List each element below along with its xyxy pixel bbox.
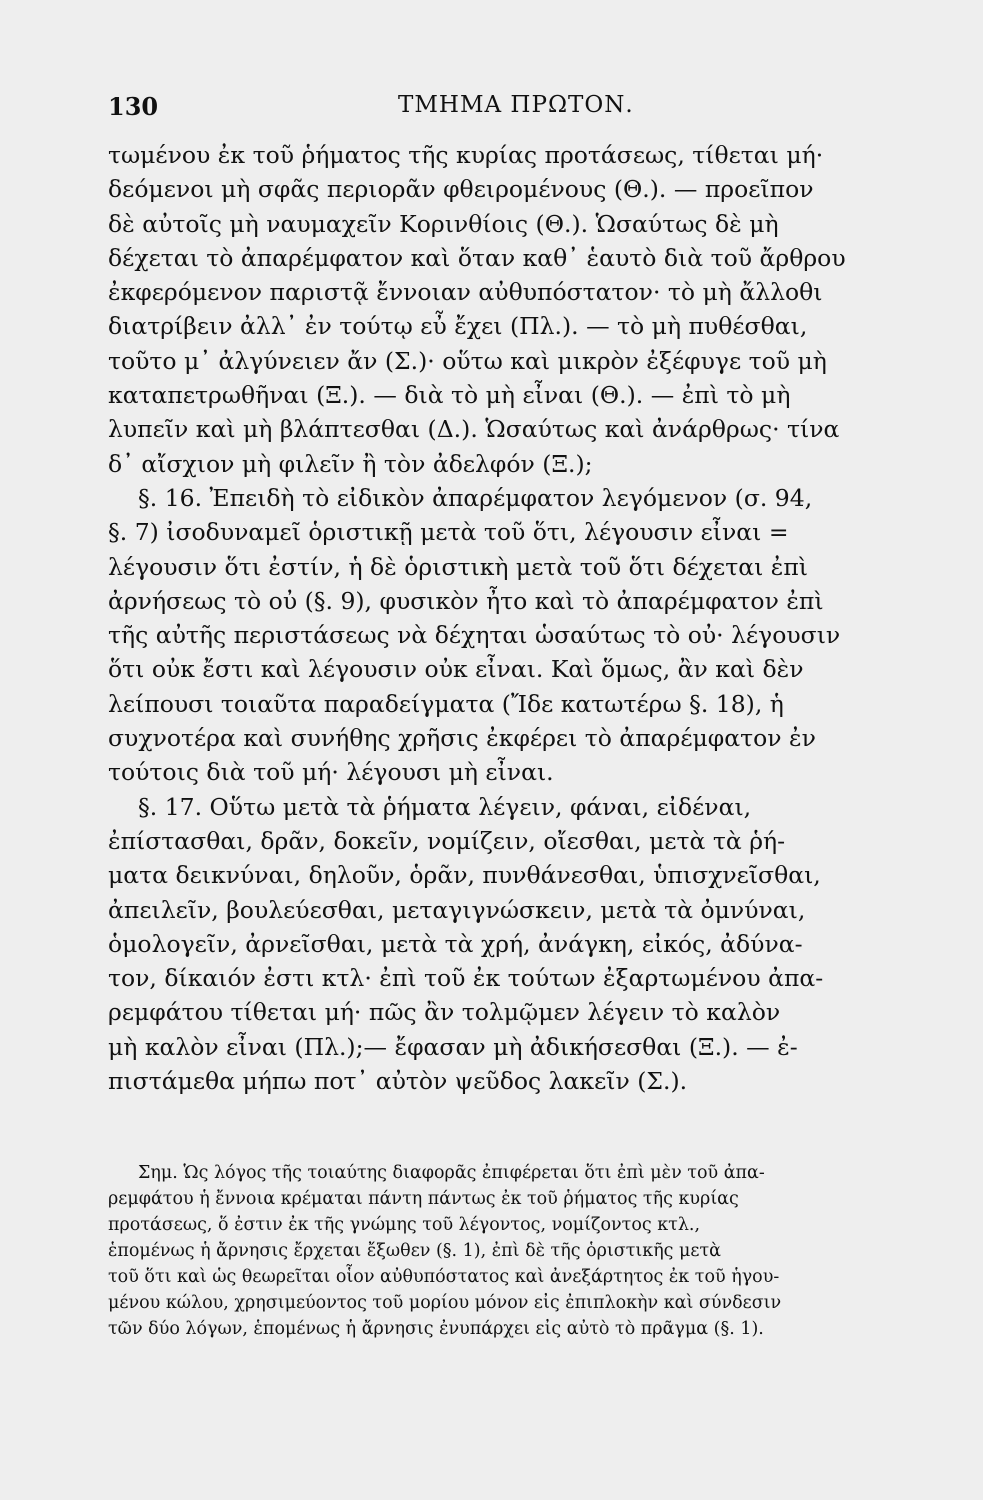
text-line: τούτοις διὰ τοῦ μή· λέγουσι μὴ εἶναι. bbox=[108, 758, 554, 787]
text-line: διατρίβειν ἀλλ᾽ ἐν τούτῳ εὖ ἔχει (Πλ.). — τὸ μὴ πυθέσθαι, bbox=[108, 312, 808, 341]
text-line: ἐκφερόμενον παριστᾷ ἔννοιαν αὐθυπόστατον· τὸ μὴ ἄλλοθι bbox=[108, 278, 823, 307]
main-text bbox=[108, 138, 898, 1098]
text-line: τωμένου ἐκ τοῦ ῥήματος τῆς κυρίας προτάσεως, τίθεται μή· bbox=[108, 141, 824, 169]
text-line: ὅτι οὐκ ἔστι καὶ λέγουσιν οὐκ εἶναι. Καὶ ὅμως, ἂν καὶ δὲν bbox=[108, 655, 804, 684]
page-header bbox=[108, 92, 888, 122]
text-line: δεόμενοι μὴ σφᾶς περιορᾶν φθειρομένους (Θ.). — προεῖπον bbox=[108, 175, 814, 204]
page-number: 130 bbox=[108, 92, 159, 121]
text-line: λείπουσι τοιαῦτα παραδείγματα (Ἴδε κατωτέρω §. 18), ἡ bbox=[108, 689, 784, 718]
text-line: λυπεῖν καὶ μὴ βλάπτεσθαι (Δ.). Ὡσαύτως καὶ ἀνάρθρως· τίνα bbox=[108, 415, 840, 444]
note-line: μένου κώλου, χρησιμεύοντος τοῦ μορίου μόνον εἰς ἐπιπλοκὴν καὶ σύνδεσιν bbox=[108, 1293, 782, 1313]
section-16-start: §. 16. Ἐπειδὴ τὸ εἰδικὸν ἀπαρέμφατον λεγόμενον (σ. 94, bbox=[138, 483, 813, 512]
text-line: τῆς αὐτῆς περιστάσεως νὰ δέχηται ὡσαύτως τὸ οὐ· λέγουσιν bbox=[108, 621, 841, 650]
text-line: μὴ καλὸν εἶναι (Πλ.);— ἔφασαν μὴ ἀδικήσεσθαι (Ξ.). — ἐ- bbox=[108, 1032, 798, 1061]
note-line: Σημ. Ὡς λόγος τῆς τοιαύτης διαφορᾶς ἐπιφέρεται ὅτι ἐπὶ μὲν τοῦ ἀπα- bbox=[138, 1163, 765, 1183]
text-line: ματα δεικνύναι, δηλοῦν, ὁρᾶν, πυνθάνεσθαι, ὑπισχνεῖσθαι, bbox=[108, 861, 821, 890]
text-line: πιστάμεθα μήπω ποτ᾽ αὐτὸν ψεῦδος λακεῖν (Σ.). bbox=[108, 1067, 688, 1096]
text-line: τοῦτο μ᾽ ἀλγύνειεν ἄν (Σ.)· οὕτω καὶ μικρὸν ἐξέφυγε τοῦ μὴ bbox=[108, 346, 827, 375]
note-line: ἑπομένως ἡ ἄρνησις ἔρχεται ἔξωθεν (§. 1), ἐπὶ δὲ τῆς ὁριστικῆς μετὰ bbox=[108, 1241, 721, 1261]
text-line: ἀπειλεῖν, βουλεύεσθαι, μεταγιγνώσκειν, μετὰ τὰ ὀμνύναι, bbox=[108, 895, 806, 924]
text-line: λέγουσιν ὅτι ἐστίν, ἡ δὲ ὁριστικὴ μετὰ τοῦ ὅτι δέχεται ἐπὶ bbox=[108, 552, 809, 581]
text-line: ἐπίστασθαι, δρᾶν, δοκεῖν, νομίζειν, οἴεσθαι, μετὰ τὰ ῥή- bbox=[108, 826, 786, 855]
text-line: καταπετρωθῆναι (Ξ.). — διὰ τὸ μὴ εἶναι (Θ.). — ἐπὶ τὸ μὴ bbox=[108, 381, 791, 410]
note-line: τοῦ ὅτι καὶ ὡς θεωρεῖται οἷον αὐθυπόστατος καὶ ἀνεξάρτητος ἐκ τοῦ ἡγου- bbox=[108, 1267, 780, 1287]
text-line: δ᾽ αἴσχιον μὴ φιλεῖν ἢ τὸν ἀδελφόν (Ξ.); bbox=[108, 449, 593, 478]
text-line: δέχεται τὸ ἀπαρέμφατον καὶ ὅταν καθ᾽ ἑαυτὸ διὰ τοῦ ἄρθρου bbox=[108, 243, 846, 272]
note-line: τῶν δύο λόγων, ἑπομένως ἡ ἄρνησις ἐνυπάρχει εἰς αὐτὸ τὸ πρᾶγμα (§. 1). bbox=[108, 1319, 764, 1339]
footnote bbox=[108, 1160, 898, 1342]
text-line: τον, δίκαιόν ἐστι κτλ· ἐπὶ τοῦ ἐκ τούτων ἐξαρτωμένου ἀπα- bbox=[108, 964, 824, 993]
text-line: ὁμολογεῖν, ἀρνεῖσθαι, μετὰ τὰ χρή, ἀνάγκη, εἰκός, ἀδύνα- bbox=[108, 929, 803, 958]
text-line: ρεμφάτου τίθεται μή· πῶς ἂν τολμῷμεν λέγειν τὸ καλὸν bbox=[108, 998, 781, 1027]
note-line: ρεμφάτου ἡ ἔννοια κρέμαται πάντη πάντως ἐκ τοῦ ῥήματος τῆς κυρίας bbox=[108, 1189, 739, 1209]
text-line: δὲ αὐτοῖς μὴ ναυμαχεῖν Κορινθίοις (Θ.). Ὡσαύτως δὲ μὴ bbox=[108, 209, 779, 238]
text-line: ἀρνήσεως τὸ οὐ (§. 9), φυσικὸν ἦτο καὶ τὸ ἀπαρέμφατον ἐπὶ bbox=[108, 586, 824, 615]
text-line: §. 7) ἰσοδυναμεῖ ὁριστικῇ μετὰ τοῦ ὅτι, λέγουσιν εἶναι = bbox=[108, 518, 789, 547]
section-17-start: §. 17. Οὕτω μετὰ τὰ ῥήματα λέγειν, φάναι, εἰδέναι, bbox=[138, 792, 752, 821]
running-head: ΤΜΗΜΑ ΠΡΩΤΟΝ. bbox=[398, 92, 634, 118]
note-line: προτάσεως, ὅ ἐστιν ἐκ τῆς γνώμης τοῦ λέγοντος, νομίζοντος κτλ., bbox=[108, 1215, 701, 1235]
text-line: συχνοτέρα καὶ συνήθης χρῆσις ἐκφέρει τὸ ἀπαρέμφατον ἐν bbox=[108, 724, 816, 753]
